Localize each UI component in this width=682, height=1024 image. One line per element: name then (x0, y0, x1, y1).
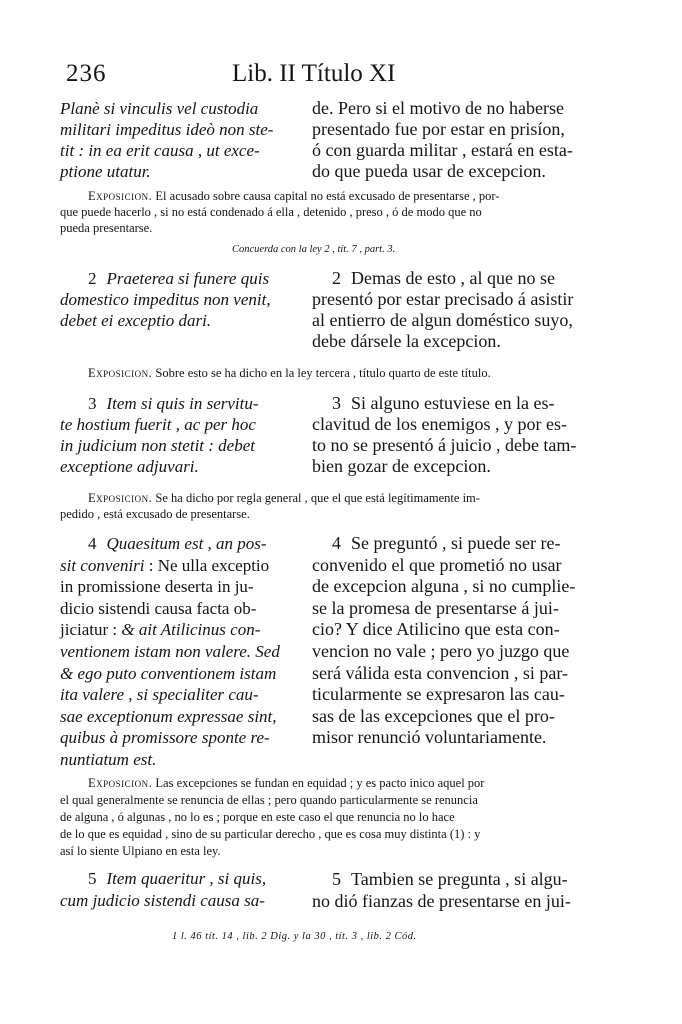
exposicion-line: de lo que es equidad , sino de su particular derecho , que es cosa muy distinta (1) : y (60, 827, 481, 841)
latin-line: exceptione adjuvari. (60, 457, 199, 476)
spanish-line: 5 Tambien se pregunta , si algu- (332, 869, 568, 889)
exposicion-line: Exposicion. Se ha dicho por regla general , que el que está legítimamente im- (88, 491, 480, 505)
exposicion-line: Exposicion. Sobre esto se ha dicho en la ley tercera , título quarto de este título. (88, 366, 491, 380)
latin-line: quibus à promissore sponte re- (60, 728, 270, 748)
latin-line: 2 Praeterea si funere quis (88, 269, 270, 288)
spanish-line: to no se presentó á juicio , debe tam- (312, 435, 577, 455)
exposicion-line: que puede hacerlo , si no está condenado á ella , detenido , preso , ó de modo que no (60, 205, 482, 219)
spanish-line: clavitud de los enemigos , y por es- (312, 414, 567, 434)
exposicion-line: de alguna , ó algunas , no lo es ; porque en este caso el que renuncia no lo hace (60, 810, 455, 824)
latin-line: ita valere , si specialiter cau- (60, 685, 259, 705)
section-number: 4 (88, 534, 97, 553)
spanish-text-2 (312, 268, 600, 352)
latin-line: tit : in ea erit causa , ut exce- (60, 141, 260, 160)
spanish-line: 4 Se preguntó , si puede ser re- (332, 533, 561, 553)
footnote: 1 l. 46 tít. 14 , lib. 2 Dig. y la 30 , tít. 3 , lib. 2 Cód. (172, 931, 417, 942)
latin-text-1 (60, 98, 295, 182)
spanish-text-3 (312, 393, 600, 477)
spanish-line: no dió fianzas de presentarse en jui- (312, 891, 571, 911)
exposicion-1 (60, 188, 600, 236)
latin-line: dicio sistendi causa facta ob- (60, 598, 257, 618)
spanish-line: de. Pero si el motivo de no haberse (312, 98, 564, 118)
section-number: 5 (88, 869, 97, 888)
exposicion-4 (60, 775, 600, 860)
exposicion-line: así lo siente Ulpiano en esta ley. (60, 844, 221, 858)
latin-line: sae exceptionum expressae sint, (60, 706, 277, 726)
latin-text-4 (60, 533, 295, 771)
spanish-line: al entierro de algun doméstico suyo, (312, 310, 573, 330)
exposicion-line: el qual generalmente se renuncia de ellas ; pero quando particularmente se renuncia (60, 793, 478, 807)
spanish-line: debe dársele la excepcion. (312, 331, 501, 351)
spanish-text-5 (312, 868, 600, 912)
latin-line: militari impeditus ideò non ste- (60, 120, 274, 139)
latin-line: 3 Item si quis in servitu- (88, 394, 259, 413)
spanish-line: presentó por estar precisado á asistir (312, 289, 574, 309)
exposicion-line: pueda presentarse. (60, 221, 153, 235)
concordance-note: Concuerda con la ley 2 , tít. 7 , part. 3. (232, 244, 396, 255)
exposicion-line: Exposicion. El acusado sobre causa capital no está excusado de presentarse , por- (88, 189, 500, 203)
spanish-line: vencion no vale ; pero yo juzgo que (312, 640, 570, 661)
section-number: 2 (88, 269, 97, 288)
exposicion-2 (60, 365, 600, 381)
page-number: 236 (66, 60, 107, 87)
latin-line: 5 Item quaeritur , si quis, (88, 869, 267, 888)
spanish-line: misor renunció voluntariamente. (312, 727, 547, 748)
latin-line: ventionem istam non valere. Sed (60, 641, 280, 661)
spanish-text-1 (312, 98, 600, 182)
section-number: 3 (332, 393, 341, 413)
spanish-line: será válida esta convencion , si par- (312, 662, 569, 683)
latin-line: te hostium fuerit , ac per hoc (60, 415, 256, 434)
spanish-line: se la promesa de presentarse á jui- (312, 597, 559, 618)
spanish-line: 3 Si alguno estuviese en la es- (332, 393, 555, 413)
latin-line: cum judicio sistendi causa sa- (60, 891, 265, 910)
latin-line: in judicium non stetit : debet (60, 436, 255, 455)
spanish-text-4 (312, 533, 600, 749)
latin-line: in promissione deserta in ju- (60, 577, 254, 597)
spanish-line: sas de las excepciones que el pro- (312, 705, 555, 726)
spanish-line: 2 Demas de esto , al que no se (332, 268, 555, 288)
latin-line: nuntiatum est. (60, 749, 157, 769)
exposicion-3 (60, 490, 600, 522)
latin-line: debet ei exceptio dari. (60, 311, 212, 330)
exposicion-label: Exposicion. (88, 366, 153, 380)
latin-line: domestico impeditus non venit, (60, 290, 271, 309)
spanish-line: presentado fue por estar en prisíon, (312, 119, 565, 139)
latin-line: Planè si vinculis vel custodia (60, 99, 259, 118)
section-number: 4 (332, 533, 341, 553)
exposicion-label: Exposicion. (88, 776, 153, 790)
exposicion-line: pedido , está excusado de presentarse. (60, 507, 250, 521)
latin-text-3 (60, 393, 295, 477)
page-header (58, 60, 588, 96)
section-number: 2 (332, 268, 341, 288)
spanish-line: cio? Y dice Atilicino que esta con- (312, 619, 560, 640)
latin-line: & ego puto conventionem istam (60, 663, 277, 683)
latin-text-5 (60, 868, 295, 912)
exposicion-label: Exposicion. (88, 491, 153, 505)
spanish-line: de excepcion alguna , si no cumplie- (312, 576, 576, 597)
exposicion-line: Exposicion. Las excepciones se fundan en equidad ; y es pacto inico aquel por (88, 776, 485, 790)
spanish-line: ticularmente se expresaron las cau- (312, 684, 565, 705)
latin-line: sit conveniri : Ne ulla exceptio (60, 555, 270, 575)
spanish-line: bien gozar de excepcion. (312, 456, 491, 476)
latin-line: jiciatur : & ait Atilicinus con- (60, 620, 261, 640)
section-number: 5 (332, 869, 341, 889)
page-title: Lib. II Título XI (232, 60, 396, 87)
spanish-line: ó con guarda militar , estará en esta- (312, 140, 573, 160)
exposicion-label: Exposicion. (88, 189, 153, 203)
spanish-line: convenido el que prometió no usar (312, 554, 562, 575)
latin-line: 4 Quaesitum est , an pos- (88, 534, 267, 553)
latin-line: ptione utatur. (60, 162, 151, 181)
latin-text-2 (60, 268, 295, 331)
section-number: 3 (88, 394, 97, 413)
spanish-line: do que pueda usar de excepcion. (312, 161, 546, 181)
